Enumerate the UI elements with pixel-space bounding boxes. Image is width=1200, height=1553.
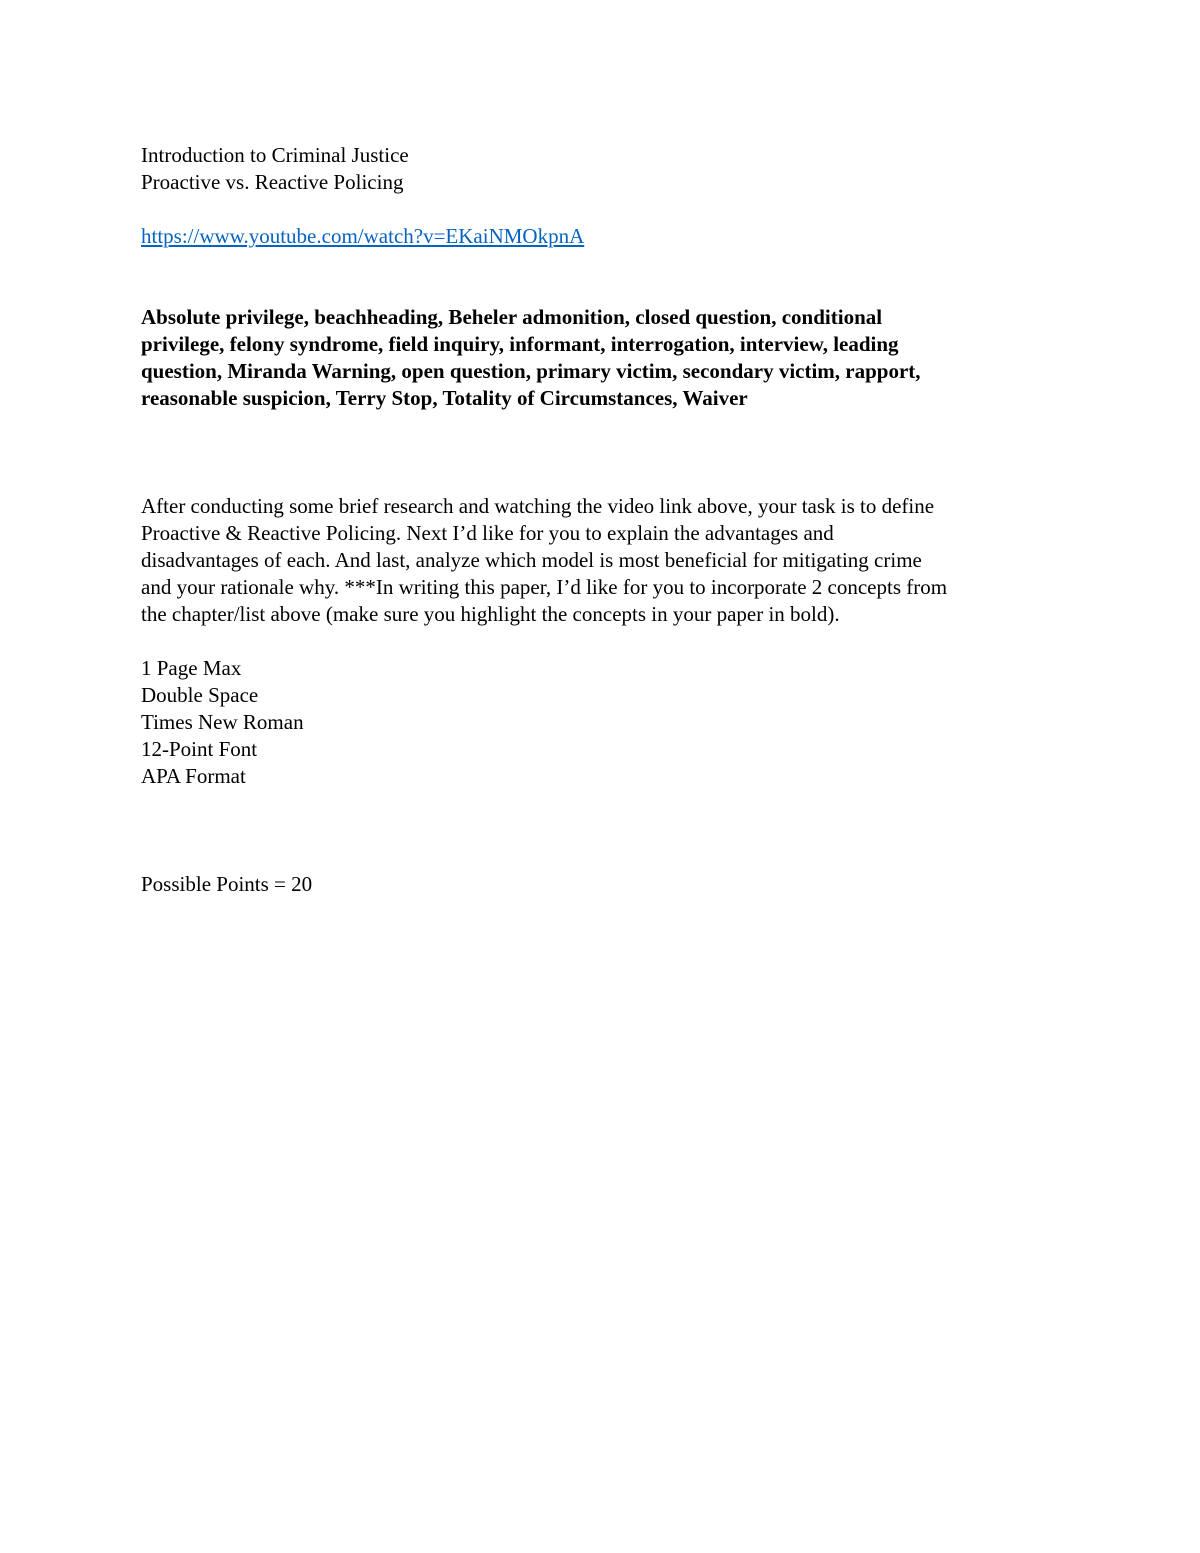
requirement-item: 12-Point Font: [141, 737, 258, 761]
instructions-paragraph: [141, 493, 1061, 628]
terms-line: question, Miranda Warning, open question, primary victim, secondary victim, rapport,: [141, 359, 921, 383]
terms-line: Absolute privilege, beachheading, Beheler admonition, closed question, conditional: [141, 305, 883, 329]
video-link[interactable]: https://www.youtube.com/watch?v=EKaiNMOkpnA: [141, 224, 585, 248]
terms-line: reasonable suspicion, Terry Stop, Totality of Circumstances, Waiver: [141, 386, 748, 410]
instructions-line: Proactive & Reactive Policing. Next I’d like for you to explain the advantages and: [141, 521, 834, 545]
requirement-item: APA Format: [141, 764, 246, 788]
assignment-title: Proactive vs. Reactive Policing: [141, 170, 404, 194]
course-title: Introduction to Criminal Justice: [141, 143, 409, 167]
requirements-list: [141, 655, 1061, 790]
requirement-item: Times New Roman: [141, 710, 304, 734]
instructions-line: the chapter/list above (make sure you highlight the concepts in your paper in bold).: [141, 602, 840, 626]
terms-list: [141, 304, 1041, 412]
document-body: [141, 142, 1061, 898]
terms-line: privilege, felony syndrome, field inquiry, informant, interrogation, interview, leading: [141, 332, 899, 356]
instructions-line: and your rationale why. ***In writing this paper, I’d like for you to incorporate 2 concepts from: [141, 575, 948, 599]
possible-points: Possible Points = 20: [141, 872, 313, 896]
requirement-item: 1 Page Max: [141, 656, 242, 680]
requirement-item: Double Space: [141, 683, 259, 707]
instructions-line: disadvantages of each. And last, analyze which model is most beneficial for mitigating crime: [141, 548, 922, 572]
instructions-line: After conducting some brief research and watching the video link above, your task is to define: [141, 494, 935, 518]
